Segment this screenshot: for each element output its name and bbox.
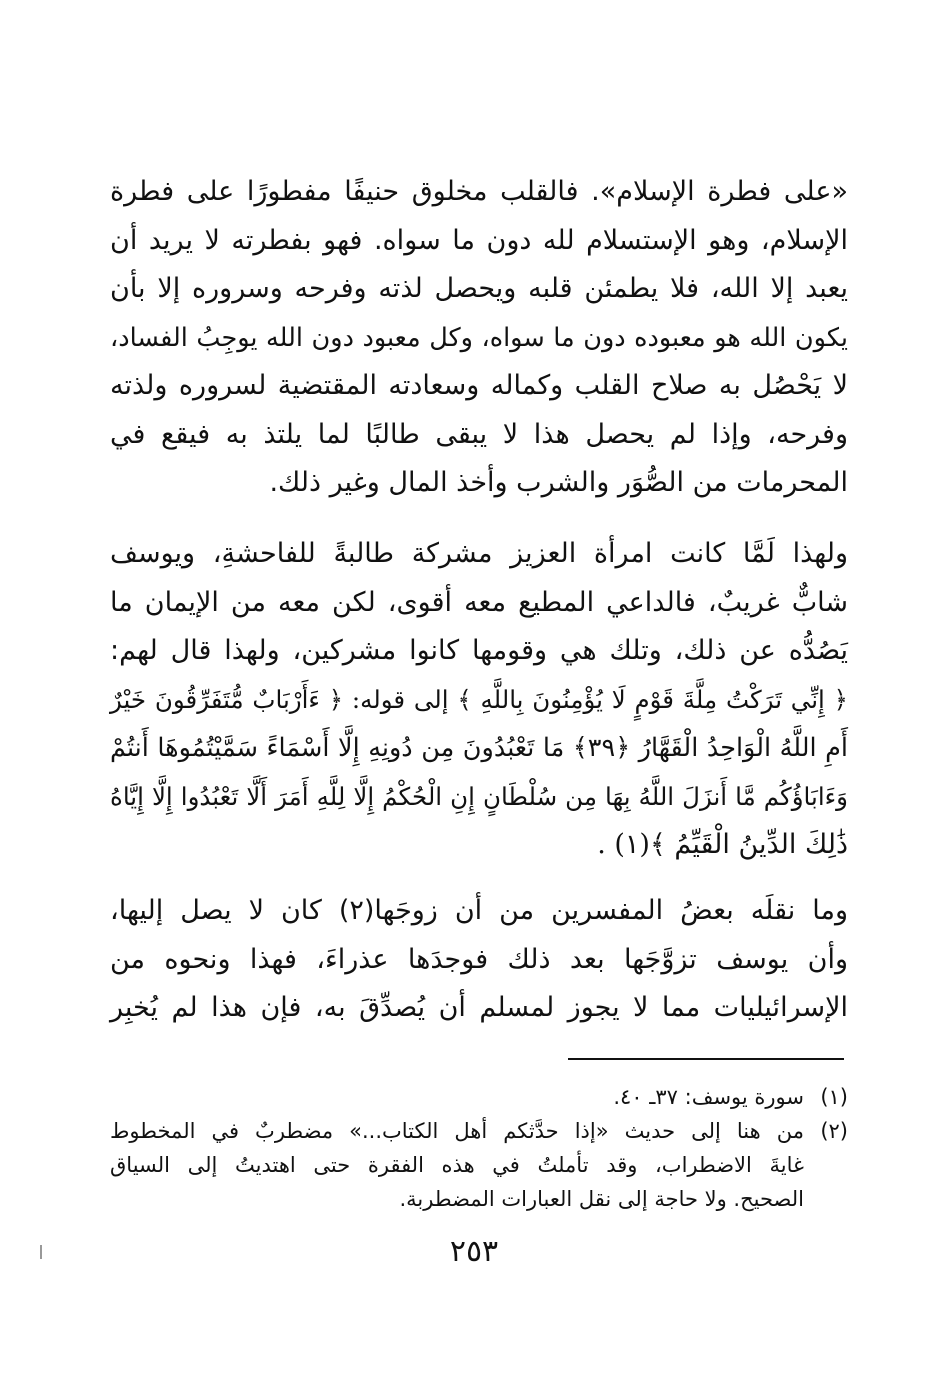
page-number: ٢٥٣ [449, 1234, 499, 1269]
footnote-body [110, 1114, 804, 1216]
quran-verse-line: أَمِ اللَّهُ الْوَاحِدُ الْقَهَّارُ ﴿٣٩﴾ مَا تَعْبُدُونَ مِن دُونِهِ إِلَّا أَسْمَاءً سَمَّيْتُمُوهَا أَنتُمْ [110, 733, 848, 763]
text-line: الإسرائيليات مما لا يجوز لمسلم أن يُصدِّقَ به، فإن هذا لم يُخبِر [110, 992, 848, 1023]
text-line: وأن يوسف تزوَّجَها بعد ذلك فوجدَها عذراءَ، فهذا ونحوه من [110, 943, 848, 975]
paragraph-3 [110, 887, 848, 1033]
text-line: شابٌّ غريبٌ، فالداعي المطيع معه أقوى، لكن معه من الإيمان ما [110, 586, 848, 618]
quran-verse-line: ذَٰلِكَ الدِّينُ الْقَيِّمُ ﴾(١) . [597, 829, 848, 860]
text-line: يعبد إلا الله، فلا يطمئن قلبه ويحصل لذته وفرحه وسروره إلا بأن [110, 273, 848, 304]
footnote-separator [568, 1058, 844, 1060]
paragraph-1 [110, 168, 848, 508]
footnote-line: من هنا إلى حديث «إذا حدَّثكم أهل الكتاب...» مضطربٌ في المخطوط [110, 1119, 804, 1143]
text-line: وما نقلَه بعضُ المفسرين من أن زوجَها(٢) كان لا يصل إليها، [110, 895, 848, 926]
footnote-body [110, 1080, 804, 1114]
footnote-1 [110, 1080, 848, 1114]
text-line: يَصُدُّه عن ذلك، وتلك هي وقومها كانوا مشركين، ولهذا قال لهم: [110, 635, 848, 666]
text-line: لا يَحْصُل به صلاح القلب وكماله وسعادته المقتضية لسروره ولذته [110, 370, 848, 401]
paragraph-2 [110, 530, 848, 870]
footnote-2 [110, 1114, 848, 1216]
text-line: وفرحه، وإذا لم يحصل هذا لا يبقى طالبًا لما يلتذ به فيقع في [110, 418, 848, 450]
text-line: الإسلام، وهو الإستسلام لله دون ما سواه. فهو بفطرته لا يريد أن [110, 224, 848, 256]
footnote-number: (٢) [820, 1119, 848, 1143]
footnote-line: غايةَ الاضطراب، وقد تأملتُ في هذه الفقرة حتى اهتديتُ إلى السياق [110, 1153, 804, 1177]
footnote-number: (١) [820, 1085, 848, 1109]
quran-verse-line: ﴿ إِنِّي تَرَكْتُ مِلَّةَ قَوْمٍ لَا يُؤْمِنُونَ بِاللَّهِ ﴾ إلى قوله: ﴿ ءَأَرْبَابٌ مُّتَفَرِّقُونَ خَيْرٌ [110, 684, 848, 714]
text-line: يكون الله هو معبوده دون ما سواه، وكل معبود دون الله يوجِبُ الفساد، [110, 322, 848, 353]
text-line: ولهذا لَمَّا كانت امرأة العزيز مشركة طالبةً للفاحشةِ، ويوسف [110, 538, 848, 569]
footnotes [110, 1080, 848, 1216]
text-line: المحرمات من الصُّوَر والشرب وأخذ المال وغير ذلك. [269, 467, 848, 498]
quran-verse-line: وَءَابَاؤُكُم مَّا أَنزَلَ اللَّهُ بِهَا مِن سُلْطَانٍ إِنِ الْحُكْمُ إِلَّا لِلَّهِ أَمَرَ أَلَّا تَعْبُدُوا إِلَّا إِيَّاهُ [110, 781, 848, 811]
footnote-line: سورة يوسف: ٣٧ـ ٤٠. [613, 1085, 804, 1109]
footnote-line: الصحيح. ولا حاجة إلى نقل العبارات المضطربة. [399, 1187, 804, 1211]
text-line: «على فطرة الإسلام». فالقلب مخلوق حنيفًا مفطورًا على فطرة [110, 176, 848, 207]
margin-mark [40, 1245, 42, 1259]
